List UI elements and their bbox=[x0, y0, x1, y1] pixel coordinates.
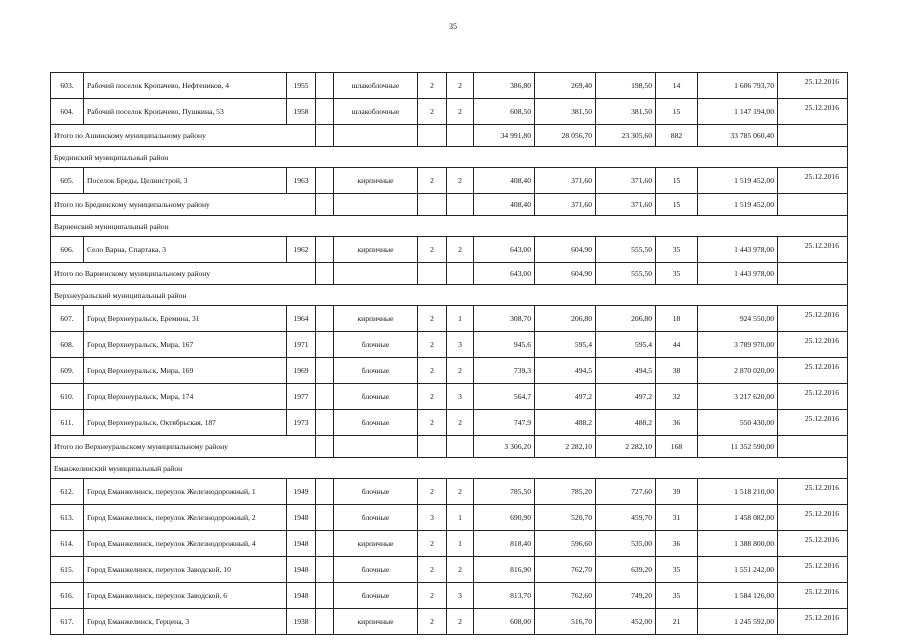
blank-cell bbox=[316, 194, 334, 216]
entrances-cell: 1 bbox=[447, 306, 474, 332]
residents-cell: 35 bbox=[656, 237, 698, 263]
blank-cell bbox=[334, 194, 418, 216]
address-cell: Город Верхнеуральск, Октябрьская, 187 bbox=[84, 410, 287, 436]
total-label-cell: Итого по Брединскому муниципальному району bbox=[51, 194, 316, 216]
floors-cell: 2 bbox=[418, 332, 447, 358]
address-cell: Рабочий поселок Кропачево, Пушкина, 53 bbox=[84, 99, 287, 125]
district-header-row bbox=[51, 285, 848, 306]
blank-cell bbox=[418, 263, 447, 285]
residents-cell: 35 bbox=[656, 263, 698, 285]
total-area-cell: 564,7 bbox=[474, 384, 535, 410]
housing-register-table bbox=[50, 72, 848, 635]
living-area-cell: 516,70 bbox=[535, 609, 596, 635]
living-area-cell: 28 056,70 bbox=[535, 125, 596, 147]
residents-cell: 15 bbox=[656, 99, 698, 125]
blank-cell bbox=[316, 531, 334, 557]
blank-cell bbox=[316, 306, 334, 332]
wall-material-cell: кирпичные bbox=[334, 168, 418, 194]
blank-cell bbox=[316, 99, 334, 125]
row-number-cell: 612. bbox=[51, 479, 84, 505]
deadline-date-cell: 25.12.2016 bbox=[778, 306, 848, 332]
address-cell: Город Еманжелинск, переулок Железнодорожный, 4 bbox=[84, 531, 287, 557]
resettled-area-cell: 497,2 bbox=[596, 384, 656, 410]
resettled-area-cell: 555,50 bbox=[596, 263, 656, 285]
row-number-cell: 610. bbox=[51, 384, 84, 410]
floors-cell: 2 bbox=[418, 73, 447, 99]
deadline-date-cell: 25.12.2016 bbox=[778, 505, 848, 531]
row-number-cell: 609. bbox=[51, 358, 84, 384]
blank-cell bbox=[334, 125, 418, 147]
resettled-area-cell: 206,80 bbox=[596, 306, 656, 332]
total-label-cell: Итого по Варненскому муниципальному району bbox=[51, 263, 316, 285]
living-area-cell: 762,60 bbox=[535, 583, 596, 609]
cost-cell: 11 352 590,00 bbox=[698, 436, 778, 458]
total-area-cell: 386,80 bbox=[474, 73, 535, 99]
resettled-area-cell: 555,50 bbox=[596, 237, 656, 263]
blank-cell bbox=[316, 410, 334, 436]
table-row bbox=[51, 306, 848, 332]
year-cell: 1969 bbox=[287, 358, 316, 384]
resettled-area-cell: 749,20 bbox=[596, 583, 656, 609]
district-total-row bbox=[51, 194, 848, 216]
table-row bbox=[51, 99, 848, 125]
residents-cell: 44 bbox=[656, 332, 698, 358]
blank-cell bbox=[316, 436, 334, 458]
living-area-cell: 2 282,10 bbox=[535, 436, 596, 458]
blank-cell bbox=[316, 125, 334, 147]
blank-cell bbox=[316, 332, 334, 358]
address-cell: Город Еманжелинск, переулок Заводской, 10 bbox=[84, 557, 287, 583]
blank-cell bbox=[316, 237, 334, 263]
district-total-row bbox=[51, 436, 848, 458]
row-number-cell: 604. bbox=[51, 99, 84, 125]
wall-material-cell: кирпичные bbox=[334, 609, 418, 635]
living-area-cell: 269,40 bbox=[535, 73, 596, 99]
entrances-cell: 2 bbox=[447, 609, 474, 635]
total-area-cell: 690,90 bbox=[474, 505, 535, 531]
total-area-cell: 608,00 bbox=[474, 609, 535, 635]
cost-cell: 1 147 194,00 bbox=[698, 99, 778, 125]
blank-cell bbox=[447, 194, 474, 216]
entrances-cell: 3 bbox=[447, 332, 474, 358]
address-cell: Город Еманжелинск, переулок Заводской, 6 bbox=[84, 583, 287, 609]
entrances-cell: 2 bbox=[447, 479, 474, 505]
residents-cell: 36 bbox=[656, 531, 698, 557]
district-name-cell: Брединский муниципальный район bbox=[51, 147, 848, 168]
year-cell: 1962 bbox=[287, 237, 316, 263]
row-number-cell: 606. bbox=[51, 237, 84, 263]
residents-cell: 15 bbox=[656, 194, 698, 216]
total-area-cell: 608,50 bbox=[474, 99, 535, 125]
table-row bbox=[51, 168, 848, 194]
total-area-cell: 945,6 bbox=[474, 332, 535, 358]
cost-cell: 1 519 452,00 bbox=[698, 168, 778, 194]
table-row bbox=[51, 505, 848, 531]
residents-cell: 36 bbox=[656, 410, 698, 436]
floors-cell: 2 bbox=[418, 531, 447, 557]
resettled-area-cell: 2 282,10 bbox=[596, 436, 656, 458]
total-area-cell: 643,00 bbox=[474, 263, 535, 285]
table-row bbox=[51, 609, 848, 635]
year-cell: 1971 bbox=[287, 332, 316, 358]
row-number-cell: 608. bbox=[51, 332, 84, 358]
table-row bbox=[51, 410, 848, 436]
blank-cell bbox=[316, 609, 334, 635]
entrances-cell: 1 bbox=[447, 531, 474, 557]
residents-cell: 35 bbox=[656, 557, 698, 583]
wall-material-cell: шлакоблочные bbox=[334, 99, 418, 125]
page-number: 35 bbox=[449, 22, 457, 31]
table-row bbox=[51, 479, 848, 505]
address-cell: Город Верхнеуральск, Мира, 169 bbox=[84, 358, 287, 384]
year-cell: 1949 bbox=[287, 479, 316, 505]
year-cell: 1955 bbox=[287, 73, 316, 99]
living-area-cell: 604,90 bbox=[535, 263, 596, 285]
residents-cell: 35 bbox=[656, 583, 698, 609]
blank-cell bbox=[418, 436, 447, 458]
total-area-cell: 785,50 bbox=[474, 479, 535, 505]
blank-cell bbox=[316, 73, 334, 99]
cost-cell: 924 550,00 bbox=[698, 306, 778, 332]
entrances-cell: 1 bbox=[447, 505, 474, 531]
cost-cell: 1 584 126,00 bbox=[698, 583, 778, 609]
address-cell: Город Еманжелинск, Герцена, 3 bbox=[84, 609, 287, 635]
total-area-cell: 816,90 bbox=[474, 557, 535, 583]
entrances-cell: 2 bbox=[447, 557, 474, 583]
district-name-cell: Варненский муниципальный район bbox=[51, 216, 848, 237]
district-total-row bbox=[51, 263, 848, 285]
deadline-date-cell: 25.12.2016 bbox=[778, 99, 848, 125]
cost-cell: 1 519 452,00 bbox=[698, 194, 778, 216]
blank-cell bbox=[316, 479, 334, 505]
floors-cell: 2 bbox=[418, 99, 447, 125]
blank-cell bbox=[447, 125, 474, 147]
resettled-area-cell: 535,00 bbox=[596, 531, 656, 557]
table-row bbox=[51, 557, 848, 583]
deadline-date-cell: 25.12.2016 bbox=[778, 410, 848, 436]
entrances-cell: 2 bbox=[447, 358, 474, 384]
wall-material-cell: кирпичные bbox=[334, 531, 418, 557]
cost-cell: 1 388 800,00 bbox=[698, 531, 778, 557]
wall-material-cell: блочные bbox=[334, 384, 418, 410]
row-number-cell: 616. bbox=[51, 583, 84, 609]
wall-material-cell: блочные bbox=[334, 358, 418, 384]
row-number-cell: 615. bbox=[51, 557, 84, 583]
total-area-cell: 643,00 bbox=[474, 237, 535, 263]
residents-cell: 14 bbox=[656, 73, 698, 99]
address-cell: Город Верхнеуральск, Мира, 167 bbox=[84, 332, 287, 358]
entrances-cell: 2 bbox=[447, 410, 474, 436]
floors-cell: 2 bbox=[418, 609, 447, 635]
cost-cell: 1 458 082,00 bbox=[698, 505, 778, 531]
year-cell: 1964 bbox=[287, 306, 316, 332]
resettled-area-cell: 371,60 bbox=[596, 194, 656, 216]
cost-cell: 3 789 970,00 bbox=[698, 332, 778, 358]
wall-material-cell: шлакоблочные bbox=[334, 73, 418, 99]
district-total-row bbox=[51, 125, 848, 147]
cost-cell: 1 551 242,00 bbox=[698, 557, 778, 583]
resettled-area-cell: 488,2 bbox=[596, 410, 656, 436]
district-name-cell: Еманжелинский муниципальный район bbox=[51, 458, 848, 479]
blank-cell bbox=[316, 168, 334, 194]
deadline-date-cell: 25.12.2016 bbox=[778, 384, 848, 410]
total-area-cell: 408,40 bbox=[474, 194, 535, 216]
row-number-cell: 607. bbox=[51, 306, 84, 332]
deadline-date-cell: 25.12.2016 bbox=[778, 583, 848, 609]
blank-cell bbox=[447, 436, 474, 458]
total-area-cell: 34 991,80 bbox=[474, 125, 535, 147]
wall-material-cell: блочные bbox=[334, 557, 418, 583]
floors-cell: 2 bbox=[418, 168, 447, 194]
row-number-cell: 617. bbox=[51, 609, 84, 635]
living-area-cell: 497,2 bbox=[535, 384, 596, 410]
living-area-cell: 371,60 bbox=[535, 168, 596, 194]
row-number-cell: 611. bbox=[51, 410, 84, 436]
blank-cell bbox=[418, 194, 447, 216]
district-header-row bbox=[51, 458, 848, 479]
deadline-date-cell: 25.12.2016 bbox=[778, 73, 848, 99]
floors-cell: 2 bbox=[418, 237, 447, 263]
resettled-area-cell: 198,50 bbox=[596, 73, 656, 99]
living-area-cell: 785,20 bbox=[535, 479, 596, 505]
deadline-date-cell: 25.12.2016 bbox=[778, 168, 848, 194]
living-area-cell: 494,5 bbox=[535, 358, 596, 384]
year-cell: 1938 bbox=[287, 609, 316, 635]
cost-cell: 3 217 620,00 bbox=[698, 384, 778, 410]
blank-cell bbox=[778, 194, 848, 216]
floors-cell: 2 bbox=[418, 557, 447, 583]
wall-material-cell: кирпичные bbox=[334, 237, 418, 263]
entrances-cell: 3 bbox=[447, 583, 474, 609]
address-cell: Город Еманжелинск, переулок Железнодорожный, 2 bbox=[84, 505, 287, 531]
blank-cell bbox=[316, 557, 334, 583]
deadline-date-cell: 25.12.2016 bbox=[778, 358, 848, 384]
residents-cell: 32 bbox=[656, 384, 698, 410]
blank-cell bbox=[418, 125, 447, 147]
resettled-area-cell: 639,20 bbox=[596, 557, 656, 583]
year-cell: 1948 bbox=[287, 505, 316, 531]
district-name-cell: Верхнеуральский муниципальный район bbox=[51, 285, 848, 306]
residents-cell: 882 bbox=[656, 125, 698, 147]
resettled-area-cell: 494,5 bbox=[596, 358, 656, 384]
blank-cell bbox=[316, 384, 334, 410]
living-area-cell: 762,70 bbox=[535, 557, 596, 583]
cost-cell: 1 518 210,00 bbox=[698, 479, 778, 505]
total-area-cell: 3 306,20 bbox=[474, 436, 535, 458]
cost-cell: 33 785 060,40 bbox=[698, 125, 778, 147]
living-area-cell: 488,2 bbox=[535, 410, 596, 436]
table-row bbox=[51, 73, 848, 99]
living-area-cell: 381,50 bbox=[535, 99, 596, 125]
cost-cell: 1 443 978,00 bbox=[698, 263, 778, 285]
year-cell: 1948 bbox=[287, 531, 316, 557]
year-cell: 1948 bbox=[287, 583, 316, 609]
cost-cell: 1 606 793,70 bbox=[698, 73, 778, 99]
residents-cell: 15 bbox=[656, 168, 698, 194]
row-number-cell: 605. bbox=[51, 168, 84, 194]
total-area-cell: 739,3 bbox=[474, 358, 535, 384]
address-cell: Поселок Бреды, Целинстрой, 3 bbox=[84, 168, 287, 194]
deadline-date-cell: 25.12.2016 bbox=[778, 332, 848, 358]
floors-cell: 3 bbox=[418, 505, 447, 531]
table-row bbox=[51, 531, 848, 557]
residents-cell: 31 bbox=[656, 505, 698, 531]
total-area-cell: 747,9 bbox=[474, 410, 535, 436]
wall-material-cell: блочные bbox=[334, 332, 418, 358]
living-area-cell: 595,4 bbox=[535, 332, 596, 358]
address-cell: Город Еманжелинск, переулок Железнодорожный, 1 bbox=[84, 479, 287, 505]
entrances-cell: 2 bbox=[447, 99, 474, 125]
year-cell: 1948 bbox=[287, 557, 316, 583]
total-area-cell: 308,70 bbox=[474, 306, 535, 332]
row-number-cell: 613. bbox=[51, 505, 84, 531]
resettled-area-cell: 381,50 bbox=[596, 99, 656, 125]
floors-cell: 2 bbox=[418, 479, 447, 505]
table-row bbox=[51, 583, 848, 609]
blank-cell bbox=[334, 263, 418, 285]
year-cell: 1958 bbox=[287, 99, 316, 125]
floors-cell: 2 bbox=[418, 410, 447, 436]
wall-material-cell: блочные bbox=[334, 479, 418, 505]
cost-cell: 1 245 592,00 bbox=[698, 609, 778, 635]
blank-cell bbox=[334, 436, 418, 458]
table-row bbox=[51, 237, 848, 263]
total-label-cell: Итого по Верхнеуральскому муниципальному району bbox=[51, 436, 316, 458]
living-area-cell: 596,60 bbox=[535, 531, 596, 557]
blank-cell bbox=[778, 125, 848, 147]
blank-cell bbox=[316, 263, 334, 285]
resettled-area-cell: 459,70 bbox=[596, 505, 656, 531]
row-number-cell: 614. bbox=[51, 531, 84, 557]
floors-cell: 2 bbox=[418, 358, 447, 384]
residents-cell: 39 bbox=[656, 479, 698, 505]
year-cell: 1973 bbox=[287, 410, 316, 436]
table-body bbox=[51, 73, 848, 635]
blank-cell bbox=[778, 436, 848, 458]
address-cell: Город Верхнеуральск, Еремина, 31 bbox=[84, 306, 287, 332]
year-cell: 1963 bbox=[287, 168, 316, 194]
resettled-area-cell: 452,00 bbox=[596, 609, 656, 635]
floors-cell: 2 bbox=[418, 583, 447, 609]
row-number-cell: 603. bbox=[51, 73, 84, 99]
deadline-date-cell: 25.12.2016 bbox=[778, 609, 848, 635]
deadline-date-cell: 25.12.2016 bbox=[778, 479, 848, 505]
table-row bbox=[51, 384, 848, 410]
wall-material-cell: кирпичные bbox=[334, 306, 418, 332]
total-label-cell: Итого по Ашинскому муниципальному району bbox=[51, 125, 316, 147]
deadline-date-cell: 25.12.2016 bbox=[778, 531, 848, 557]
floors-cell: 2 bbox=[418, 384, 447, 410]
resettled-area-cell: 595,4 bbox=[596, 332, 656, 358]
blank-cell bbox=[316, 505, 334, 531]
cost-cell: 2 870 020,00 bbox=[698, 358, 778, 384]
wall-material-cell: блочные bbox=[334, 505, 418, 531]
entrances-cell: 2 bbox=[447, 73, 474, 99]
year-cell: 1977 bbox=[287, 384, 316, 410]
deadline-date-cell: 25.12.2016 bbox=[778, 557, 848, 583]
district-header-row bbox=[51, 147, 848, 168]
living-area-cell: 520,70 bbox=[535, 505, 596, 531]
total-area-cell: 408,40 bbox=[474, 168, 535, 194]
address-cell: Село Варна, Спартака, 3 bbox=[84, 237, 287, 263]
residents-cell: 168 bbox=[656, 436, 698, 458]
wall-material-cell: блочные bbox=[334, 410, 418, 436]
blank-cell bbox=[447, 263, 474, 285]
deadline-date-cell: 25.12.2016 bbox=[778, 237, 848, 263]
blank-cell bbox=[316, 358, 334, 384]
wall-material-cell: блочные bbox=[334, 583, 418, 609]
residents-cell: 38 bbox=[656, 358, 698, 384]
resettled-area-cell: 371,60 bbox=[596, 168, 656, 194]
living-area-cell: 206,80 bbox=[535, 306, 596, 332]
floors-cell: 2 bbox=[418, 306, 447, 332]
table-row bbox=[51, 358, 848, 384]
living-area-cell: 371,60 bbox=[535, 194, 596, 216]
blank-cell bbox=[778, 263, 848, 285]
table-row bbox=[51, 332, 848, 358]
total-area-cell: 818,40 bbox=[474, 531, 535, 557]
resettled-area-cell: 727,60 bbox=[596, 479, 656, 505]
entrances-cell: 3 bbox=[447, 384, 474, 410]
entrances-cell: 2 bbox=[447, 168, 474, 194]
cost-cell: 550 430,00 bbox=[698, 410, 778, 436]
residents-cell: 18 bbox=[656, 306, 698, 332]
blank-cell bbox=[316, 583, 334, 609]
residents-cell: 21 bbox=[656, 609, 698, 635]
living-area-cell: 604,90 bbox=[535, 237, 596, 263]
cost-cell: 1 443 978,00 bbox=[698, 237, 778, 263]
district-header-row bbox=[51, 216, 848, 237]
total-area-cell: 813,70 bbox=[474, 583, 535, 609]
address-cell: Рабочий поселок Кропачево, Нефтеников, 4 bbox=[84, 73, 287, 99]
resettled-area-cell: 23 305,60 bbox=[596, 125, 656, 147]
entrances-cell: 2 bbox=[447, 237, 474, 263]
address-cell: Город Верхнеуральск, Мира, 174 bbox=[84, 384, 287, 410]
